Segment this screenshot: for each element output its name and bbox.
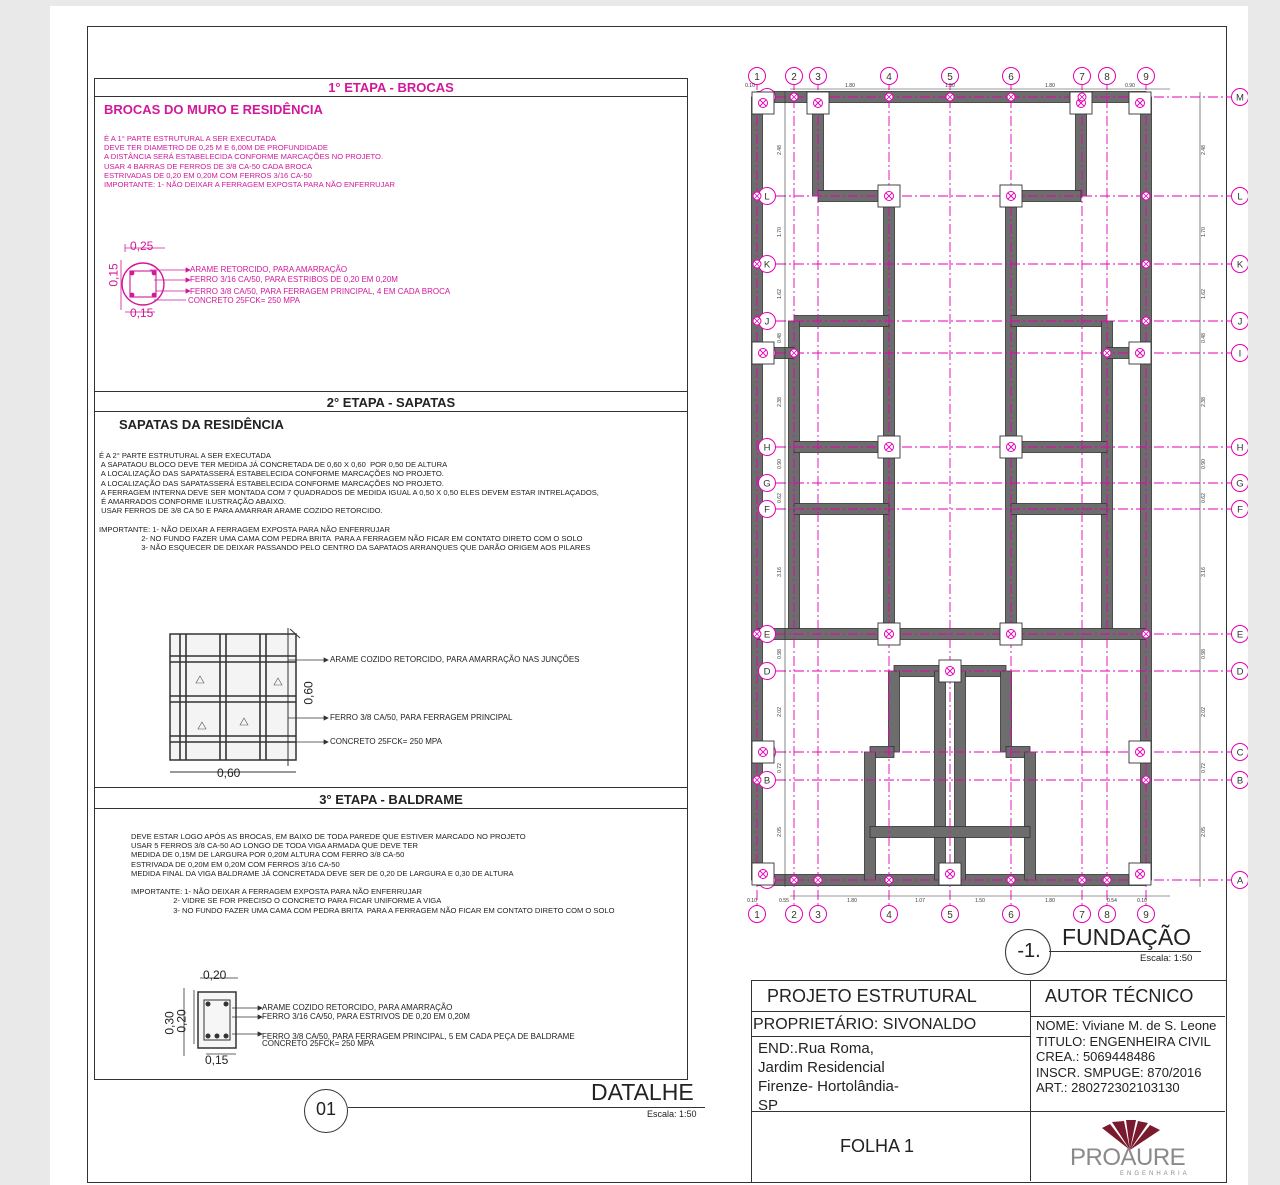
grid-label-left-L: L bbox=[764, 191, 770, 203]
grid-label-left-K: K bbox=[763, 259, 771, 271]
baldrame-callout-4: CONCRETO 25FCK= 250 MPA bbox=[262, 1039, 374, 1048]
owner: PROPRIETÁRIO: SIVONALDO bbox=[753, 1016, 977, 1033]
dim-bottom-2: 1.80 bbox=[847, 898, 857, 904]
sapata-callout-arrows bbox=[286, 652, 330, 748]
etapa1-subtitle: BROCAS DO MURO E RESIDÊNCIA bbox=[104, 102, 323, 117]
beam-center-left bbox=[935, 671, 946, 880]
details-panel bbox=[94, 78, 688, 1080]
broca-callout-2: FERRO 3/16 CA/50, PARA ESTRIBOS DE 0,20 EM 0,20M bbox=[190, 275, 398, 284]
grid-label-top-5: 5 bbox=[947, 72, 953, 83]
proaure-logo-sub: ENGENHARIA bbox=[1120, 1171, 1190, 1177]
plan-title-line bbox=[1049, 951, 1201, 952]
dim-right-6: 0.62 bbox=[1201, 493, 1207, 503]
detail-title-line bbox=[348, 1107, 705, 1108]
dim-left-11: 2.05 bbox=[777, 827, 783, 837]
beam-lower-right bbox=[1025, 752, 1036, 880]
grid-label-bottom-2: 2 bbox=[791, 910, 797, 921]
plan-number: -1. bbox=[1017, 940, 1041, 962]
dim-top-0: 0.10 bbox=[745, 83, 755, 89]
dim-left-4: 2.38 bbox=[777, 397, 783, 407]
dim-right-1: 1.70 bbox=[1201, 227, 1207, 237]
dim-left-6: 0.62 bbox=[777, 493, 783, 503]
beam-center-right bbox=[955, 671, 966, 880]
dim-right-3: 0.48 bbox=[1201, 333, 1207, 343]
grid-label-top-7: 7 bbox=[1079, 72, 1085, 83]
grid-label-top-9: 9 bbox=[1143, 72, 1149, 83]
etapa2-notes: É A 2° PARTE ESTRUTURAL A SER EXECUTADA A SAPATAOU BLOCO DEVE TER MEDIDA JÁ CONCRETADA DE 0,60 X 0,60 POR 0,50 DE ALTURA A LOCALIZAÇÃO DAS SAPATASSERÁ ESTABELECIDA CONFORME MARCAÇÕES NO PROJETO. A LOCALIZAÇÃO DAS SAPATASSERÁ ESTABELECIDA CONFORME MARCAÇÕES NO PROJETO. A FERRAGEM INTERNA DEVE SER MONTADA COM 7 QUADRADOS DE MEDIDA IGUAL A 0,50 X 0,50 ELES DEVEM ESTAR INTRELAÇADOS, É AMARRADOS CONFORME ILUSTRAÇÃO ABAIXO. USAR FERROS DE 3/8 CA 50 E PARA AMARRAR ARAME COZIDO RETORCIDO. IMPORTANTE: 1- NÃO DEIXAR A FERRAGEM EXPOSTA PARA NÃO ENFERRUJAR 2- NO FUNDO FAZER UMA CAMA COM PEDRA BRITA PARA A FERRAGEM NÃO FICAR EM CONTATO DIRETO COM O SOLO 3- NÃO ESQUECER DE DEIXAR PASSANDO PELO CENTRO DA SAPATAOS ARRANQUES QUE DARÃO ORIGEM AOS PILARES bbox=[99, 451, 599, 553]
dim-right-7: 3.16 bbox=[1201, 567, 1207, 577]
dim-right-4: 2.38 bbox=[1201, 397, 1207, 407]
grid-label-top-3: 3 bbox=[815, 72, 821, 83]
dim-right-0: 2.48 bbox=[1201, 145, 1207, 155]
dim-left-10: 0.72 bbox=[777, 763, 783, 773]
sapata-dim-w: 0,60 bbox=[217, 766, 241, 780]
grid-label-right-F: F bbox=[1237, 504, 1243, 516]
grid-label-left-H: H bbox=[763, 442, 771, 454]
grid-label-top-1: 1 bbox=[754, 72, 760, 83]
etapa1-title: 1° ETAPA - BROCAS bbox=[95, 80, 687, 97]
sapata-callout-2: FERRO 3/8 CA/50, PARA FERRAGEM PRINCIPAL bbox=[330, 713, 513, 722]
dim-left-2: 1.62 bbox=[777, 289, 783, 299]
baldrame-callout-arrows bbox=[230, 1002, 264, 1044]
detail-title: DATALHE bbox=[591, 1079, 694, 1105]
dim-left-3: 0.48 bbox=[777, 333, 783, 343]
grid-label-right-H: H bbox=[1236, 442, 1244, 454]
grid-label-bottom-5: 5 bbox=[947, 910, 953, 921]
grid-label-right-G: G bbox=[1236, 478, 1244, 490]
proaure-logo: PROAURE bbox=[1070, 1144, 1186, 1171]
dim-right-8: 0.98 bbox=[1201, 649, 1207, 659]
grid-label-left-D: D bbox=[763, 666, 771, 678]
dim-bottom-5: 1.80 bbox=[1045, 898, 1055, 904]
grid-label-left-F: F bbox=[764, 504, 770, 516]
broca-callout-arrows bbox=[150, 262, 192, 308]
beam-d-right-drop bbox=[1001, 671, 1012, 752]
broca-dim-top: 0,25 bbox=[130, 239, 154, 253]
grid-label-bottom-9: 9 bbox=[1143, 910, 1149, 921]
etapa2-title: 2° ETAPA - SAPATAS bbox=[95, 395, 687, 412]
grid-label-bottom-6: 6 bbox=[1008, 910, 1014, 921]
grid-label-right-C: C bbox=[1236, 747, 1244, 759]
grid-label-top-4: 4 bbox=[886, 72, 892, 83]
grid-label-right-D: D bbox=[1236, 666, 1244, 678]
baldrame-dim-bottom: 0,15 bbox=[205, 1053, 229, 1067]
sheet-number: FOLHA 1 bbox=[840, 1136, 915, 1156]
dim-top-1: 1.80 bbox=[845, 83, 855, 89]
dim-left-5: 0.90 bbox=[777, 459, 783, 469]
dim-top-2: 1.50 bbox=[945, 83, 955, 89]
detail-scale: Escala: 1:50 bbox=[647, 1109, 697, 1119]
grid-label-right-L: L bbox=[1237, 191, 1243, 203]
sapata-callout-3: CONCRETO 25FCK= 250 MPA bbox=[330, 737, 442, 746]
grid-label-bottom-3: 3 bbox=[815, 910, 821, 921]
tb-hline-2 bbox=[751, 1036, 1031, 1037]
dim-bottom-0: 0.10 bbox=[747, 898, 757, 904]
dim-right-9: 2.02 bbox=[1201, 707, 1207, 717]
dim-right-11: 2.05 bbox=[1201, 827, 1207, 837]
grid-label-right-E: E bbox=[1236, 629, 1244, 641]
project-title: PROJETO ESTRUTURAL bbox=[767, 986, 977, 1006]
baldrame-callout-2: FERRO 3/16 CA/50, PARA ESTRIVOS DE 0,20 EM 0,20M bbox=[262, 1012, 470, 1021]
grid-label-bottom-8: 8 bbox=[1104, 910, 1110, 921]
grid-label-right-A: A bbox=[1236, 875, 1244, 887]
etapa2-subtitle: SAPATAS DA RESIDÊNCIA bbox=[119, 417, 284, 432]
dim-left-7: 3.16 bbox=[777, 567, 783, 577]
sapata-callout-1: ARAME COZIDO RETORCIDO, PARA AMARRAÇÃO NAS JUNÇÕES bbox=[330, 655, 580, 664]
grid-label-top-2: 2 bbox=[791, 72, 797, 83]
baldrame-dim-top: 0,20 bbox=[203, 968, 227, 982]
etapa3-notes: DEVE ESTAR LOGO APÓS AS BROCAS, EM BAIXO DE TODA PAREDE QUE ESTIVER MARCADO NO PROJETO USAR 5 FERROS 3/8 CA-50 AO LONGO DE TODA VIGA ARMADA QUE DEVE TER MEDIDA DE 0,15M DE LARGURA POR 0,20M ALTURA COM FERRO 3/8 CA-50 ESTRIVADA DE 0,20M EM 0,20M COM FERROS 3/16 CA-50 MEDIDA FINAL DA VIGA BALDRAME JÁ CONCRETADA DEVE SER DE 0,20 DE LARGURA E 0,30 DE ALTURA IMPORTANTE: 1- NÃO DEIXAR A FERRAGEM EXPOSTA PARA NÃO ENFERRUJAR 2- VIDRE SE FOR PRECISO O CONCRETO PARA FICAR UNIFORME A VIGA 3- NO FUNDO FAZER UMA CAMA COM PEDRA BRITA PARA A FERRAGEM NÃO FICAR EM CONTATO DIRETO COM O SOLO bbox=[131, 832, 615, 915]
address: END:.Rua Roma, Jardim Residencial Firenze- Hortolândia- SP bbox=[758, 1040, 899, 1114]
detail-number: 01 bbox=[315, 1099, 337, 1119]
broca-callout-1: ARAME RETORCIDO, PARA AMARRAÇÃO bbox=[190, 265, 348, 274]
broca-callout-4: CONCRETO 25FCK= 250 MPA bbox=[188, 296, 300, 305]
grid-label-left-G: G bbox=[763, 478, 771, 490]
dim-left-8: 0.98 bbox=[777, 649, 783, 659]
dim-top-3: 1.80 bbox=[1045, 83, 1055, 89]
grid-label-left-B: B bbox=[763, 775, 771, 787]
grid-label-right-M: M bbox=[1236, 92, 1244, 104]
dim-right-2: 1.62 bbox=[1201, 289, 1207, 299]
broca-dim-bottom: 0,15 bbox=[130, 306, 154, 320]
author-details: NOME: Viviane M. de S. Leone TITULO: ENGENHEIRA CIVIL CREA.: 5069448486 INSCR. SMPUGE: 870/2016 ART.: 280272302103130 bbox=[1036, 1018, 1217, 1095]
baldrame-dim-h2: 0,20 bbox=[174, 1009, 189, 1033]
baldrame-dim-h1: 0,30 bbox=[162, 1011, 177, 1035]
broca-dim-side: 0,15 bbox=[106, 263, 121, 287]
etapa3-title: 3° ETAPA - BALDRAME bbox=[95, 792, 687, 809]
author-header: AUTOR TÉCNICO bbox=[1045, 986, 1194, 1006]
tb-hline-4 bbox=[1031, 1016, 1225, 1017]
dim-top-4: 0.90 bbox=[1125, 83, 1135, 89]
grid-label-left-E: E bbox=[763, 629, 771, 641]
dim-right-10: 0.72 bbox=[1201, 763, 1207, 773]
grid-label-top-8: 8 bbox=[1104, 72, 1110, 83]
beam-lower-left bbox=[865, 752, 876, 880]
foundation-plan bbox=[700, 62, 1248, 924]
tb-hline-1 bbox=[751, 1011, 1031, 1012]
dim-bottom-4: 1.50 bbox=[975, 898, 985, 904]
grid-label-right-J: J bbox=[1237, 316, 1243, 328]
grid-label-bottom-4: 4 bbox=[886, 910, 892, 921]
grid-label-right-B: B bbox=[1236, 775, 1244, 787]
grid-label-right-K: K bbox=[1236, 259, 1244, 271]
dim-left-9: 2.02 bbox=[777, 707, 783, 717]
grid-label-bottom-7: 7 bbox=[1079, 910, 1085, 921]
drawing-sheet bbox=[50, 6, 1248, 1185]
plan-scale: Escala: 1:50 bbox=[1140, 953, 1193, 964]
grid-label-bottom-1: 1 bbox=[754, 910, 760, 921]
divider-1 bbox=[95, 391, 687, 392]
baldrame-callout-3: FERRO 3/8 CA/50, PARA FERRAGEM PRINCIPAL, 5 EM CADA PEÇA DE BALDRAME bbox=[262, 1032, 575, 1041]
broca-callout-3: FERRO 3/8 CA/50, PARA FERRAGEM PRINCIPAL, 4 EM CADA BROCA bbox=[190, 287, 451, 296]
baldrame-callout-1: ARAME COZIDO RETORCIDO, PARA AMARRAÇÃO bbox=[262, 1003, 453, 1012]
grid-label-right-I: I bbox=[1238, 348, 1242, 360]
plan-title: FUNDAÇÃO bbox=[1062, 924, 1192, 950]
dim-bottom-6: 0.54 bbox=[1107, 898, 1117, 904]
dim-left-0: 2.48 bbox=[777, 145, 783, 155]
grid-label-left-J: J bbox=[764, 316, 770, 328]
divider-2 bbox=[95, 787, 687, 788]
dim-bottom-1: 0.55 bbox=[779, 898, 789, 904]
beam-d-left-drop bbox=[889, 671, 900, 752]
sapata-dim-h: 0,60 bbox=[301, 681, 316, 705]
dim-right-5: 0.90 bbox=[1201, 459, 1207, 469]
dim-left-1: 1.70 bbox=[777, 227, 783, 237]
dim-bottom-3: 1.07 bbox=[915, 898, 925, 904]
dim-bottom-7: 0.10 bbox=[1137, 898, 1147, 904]
etapa1-notes: É A 1° PARTE ESTRUTURAL A SER EXECUTADA DEVE TER DIAMETRO DE 0,25 M E 6,00M DE PROFUNDIDADE A DISTÂNCIA SERÁ ESTABELECIDA CONFORME MARCAÇÕES NO PROJETO. USAR 4 BARRAS DE FERROS DE 3/8 CA-50 CADA BROCA ESTRIVADAS DE 0,20 EM 0,20M COM FERROS 3/16 CA-50 IMPORTANTE: 1- NÃO DEIXAR A FERRAGEM EXPOSTA PARA NÃO ENFERRUJAR bbox=[104, 134, 396, 190]
grid-label-top-6: 6 bbox=[1008, 72, 1014, 83]
